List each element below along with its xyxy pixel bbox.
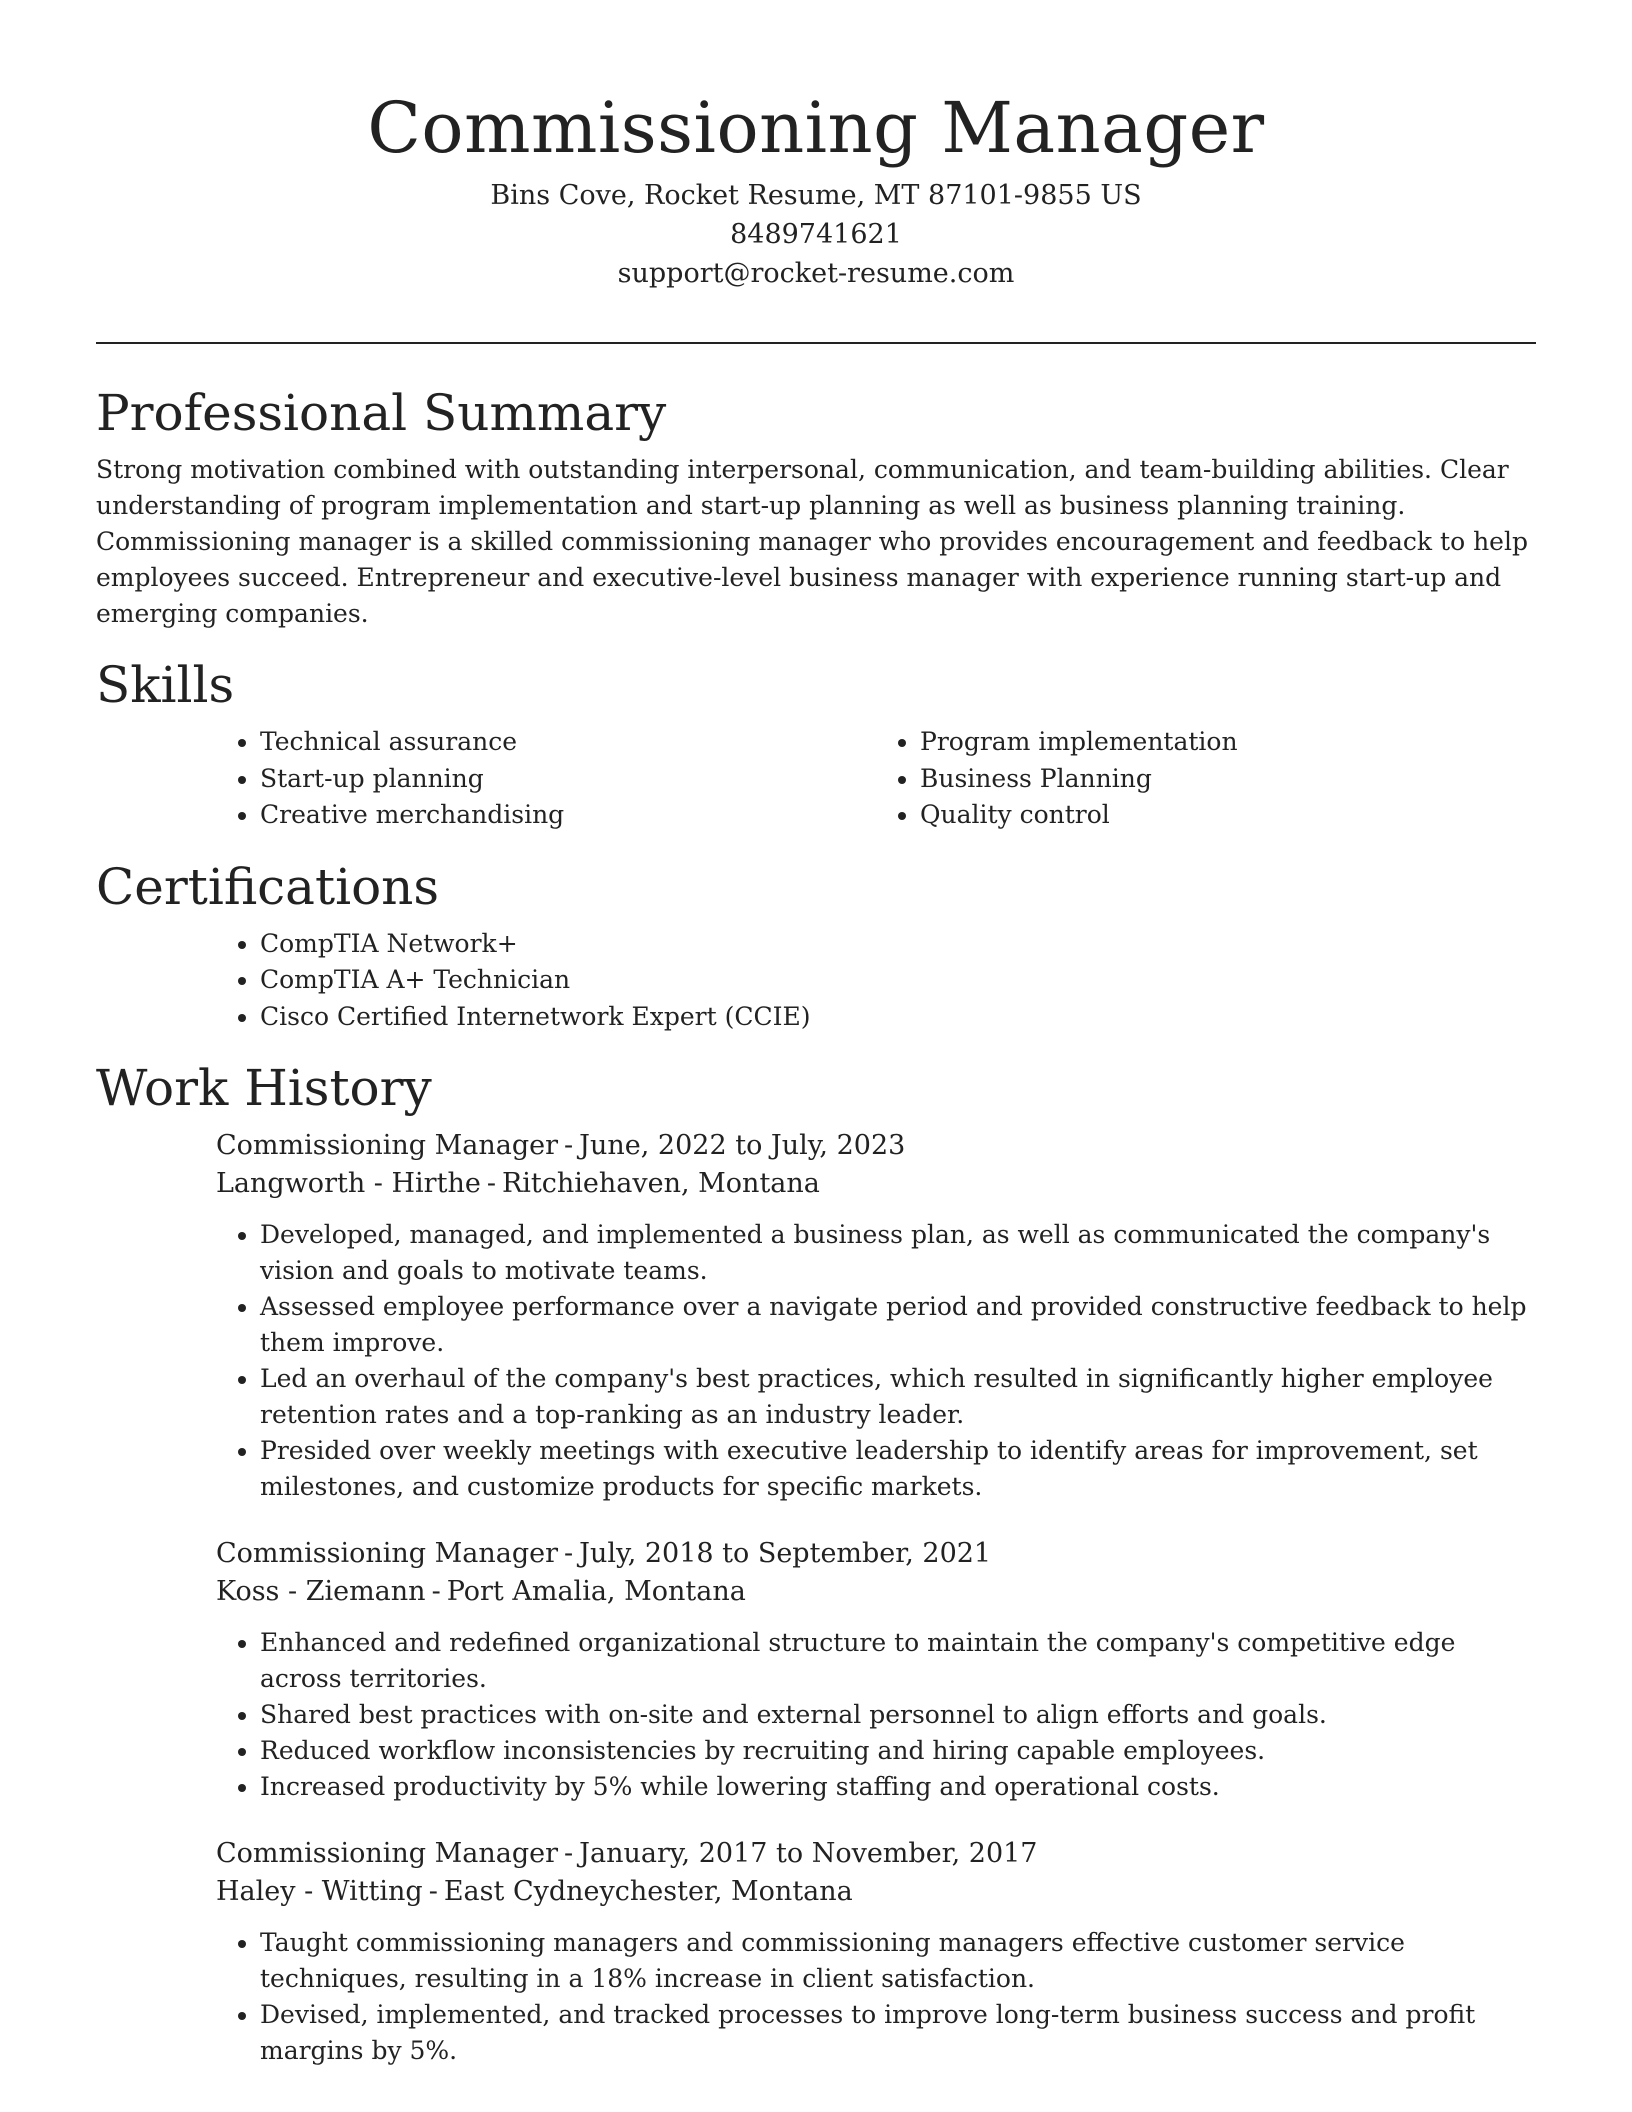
job-role: Commissioning Manager [216, 1838, 559, 1869]
address: Bins Cove, Rocket Resume, MT 87101-9855 US [490, 180, 1142, 211]
skills-left-column [216, 724, 876, 834]
job-bullet: • Shared best practices with on-site and external personnel to align efforts and goals. [260, 1697, 1536, 1733]
skill-item: • Business Planning [920, 761, 1536, 798]
skill-item: • Start-up planning [260, 761, 876, 798]
job-entry [216, 1535, 1536, 1805]
skills-right-column [876, 724, 1536, 834]
skills-grid [216, 724, 1536, 834]
skill-item: • Quality control [920, 797, 1536, 834]
job-location: East Cydneychester, Montana [443, 1876, 853, 1907]
summary-title: Professional Summary [96, 384, 667, 442]
job-bullets [216, 1625, 1536, 1805]
job-company: Koss - Ziemann [216, 1576, 426, 1607]
job-entry [216, 1127, 1536, 1505]
job-company-line: Haley - Witting - East Cydneychester, Montana [216, 1876, 853, 1907]
job-role-line: Commissioning Manager - July, 2018 to September, 2021 [216, 1538, 992, 1569]
contact-info [96, 176, 1536, 293]
job-company-line: Langworth - Hirthe - Ritchiehaven, Montana [216, 1168, 820, 1199]
work-history-title: Work History [96, 1059, 432, 1117]
job-bullet: • Devised, implemented, and tracked processes to improve long-term business success and profit margins by 5%. [260, 1997, 1536, 2069]
header-divider [96, 342, 1536, 344]
work-history-section [96, 1057, 1536, 2069]
email: support@rocket-resume.com [617, 258, 1015, 289]
job-bullets [216, 1925, 1536, 2069]
job-role: Commissioning Manager [216, 1130, 559, 1161]
certifications-title: Certifications [96, 857, 440, 916]
job-bullets [216, 1217, 1536, 1505]
phone: 8489741621 [730, 219, 902, 250]
job-dates: July, 2018 to September, 2021 [579, 1538, 992, 1569]
job-bullet: • Developed, managed, and implemented a business plan, as well as communicated the company's vision and goals to motivate teams. [260, 1217, 1536, 1289]
job-role-line: Commissioning Manager - January, 2017 to November, 2017 [216, 1838, 1038, 1869]
job-bullet: • Enhanced and redefined organizational structure to maintain the company's competitive edge across territories. [260, 1625, 1536, 1697]
skill-item: • Creative merchandising [260, 797, 876, 834]
resume-header [96, 84, 1536, 293]
skill-item: • Program implementation [920, 724, 1536, 761]
resume-body [96, 382, 1536, 2099]
certifications-section [96, 856, 1536, 1036]
certification-item: • CompTIA A+ Technician [260, 962, 1536, 999]
job-company: Haley - Witting [216, 1876, 423, 1907]
job-bullet: • Reduced workflow inconsistencies by recruiting and hiring capable employees. [260, 1733, 1536, 1769]
certifications-list [216, 926, 1536, 1036]
job-company-line: Koss - Ziemann - Port Amalia, Montana [216, 1576, 746, 1607]
job-bullet: • Led an overhaul of the company's best practices, which resulted in significantly higher employee retention rates and a top-ranking as an industry leader. [260, 1361, 1536, 1433]
job-bullet: • Presided over weekly meetings with executive leadership to identify areas for improvement, set milestones, and customize products for specific markets. [260, 1433, 1536, 1505]
job-dates: January, 2017 to November, 2017 [579, 1838, 1038, 1869]
job-role-line: Commissioning Manager - June, 2022 to July, 2023 [216, 1130, 906, 1161]
job-company: Langworth - Hirthe [216, 1168, 481, 1199]
job-dates: June, 2022 to July, 2023 [579, 1130, 906, 1161]
certification-item: • CompTIA Network+ [260, 926, 1536, 963]
job-bullet: • Increased productivity by 5% while lowering staffing and operational costs. [260, 1769, 1536, 1805]
candidate-name: Commissioning Manager [367, 87, 1265, 169]
certification-item: • Cisco Certified Internetwork Expert (CCIE) [260, 999, 1536, 1036]
job-role: Commissioning Manager [216, 1538, 559, 1569]
job-location: Ritchiehaven, Montana [501, 1168, 820, 1199]
job-location: Port Amalia, Montana [446, 1576, 746, 1607]
job-bullet: • Assessed employee performance over a navigate period and provided constructive feedback to help them improve. [260, 1289, 1536, 1361]
summary-text: Strong motivation combined with outstanding interpersonal, communication, and team-building abilities. Clear understanding of program implementation and start-up planning as well as business planning training. Commissioning manager is a skilled commissioning manager who provides encouragement and feedback to help employees succeed. Entrepreneur and executive-level business manager with experience running start-up and emerging companies. [96, 455, 1528, 628]
job-bullet: • Taught commissioning managers and commissioning managers effective customer service techniques, resulting in a 18% increase in client satisfaction. [260, 1925, 1536, 1997]
skills-title: Skills [96, 656, 235, 714]
job-entry [216, 1835, 1536, 2069]
skill-item: • Technical assurance [260, 724, 876, 761]
summary-section [96, 382, 1536, 632]
skills-section [96, 654, 1536, 834]
